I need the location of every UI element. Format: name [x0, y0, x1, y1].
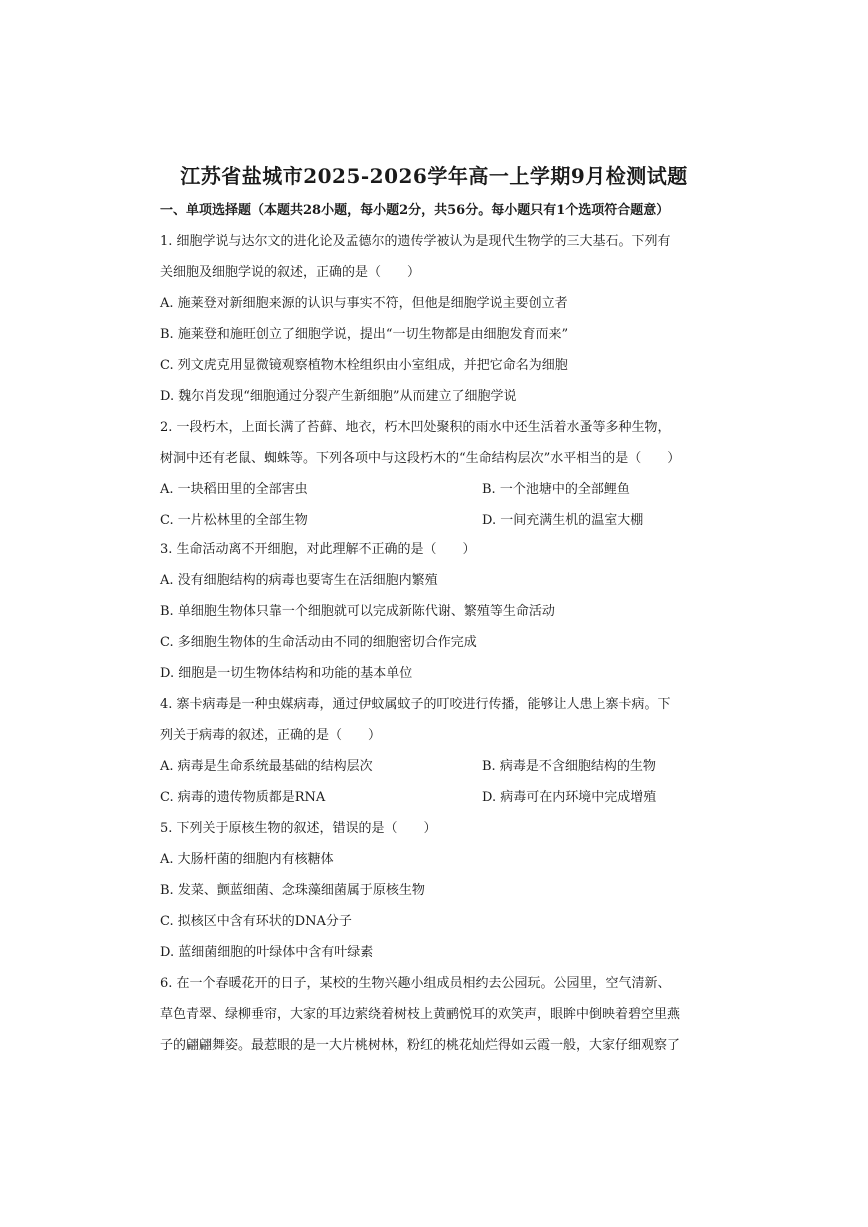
q1-option-a: A. 施莱登对新细胞来源的认识与事实不符，但他是细胞学说主要创立者 [160, 296, 568, 311]
q2-stem-line2: 树洞中还有老鼠、蜘蛛等。下列各项中与这段朽木的“生命结构层次”水平相当的是（ ） [160, 451, 681, 466]
section-heading: 一、单项选择题（本题共28小题，每小题2分，共56分。每小题只有1个选项符合题意） [160, 203, 670, 218]
q6-stem-line1: 6. 在一个春暖花开的日子，某校的生物兴趣小组成员相约去公园玩。公园里，空气清新、 [160, 976, 671, 991]
q1-stem-line1: 1. 细胞学说与达尔文的进化论及孟德尔的遗传学被认为是现代生物学的三大基石。下列有 [160, 234, 671, 249]
q4-options-row1 [160, 758, 720, 776]
q3-stem-line1: 3. 生命活动离不开细胞，对此理解不正确的是（ ） [160, 542, 476, 557]
q6-stem-line3: 子的翩翩舞姿。最惹眼的是一大片桃树林，粉红的桃花灿烂得如云霞一般，大家仔细观察了 [160, 1038, 681, 1053]
q1-stem-line2: 关细胞及细胞学说的叙述，正确的是（ ） [160, 265, 421, 280]
q1-option-b: B. 施莱登和施旺创立了细胞学说，提出“一切生物都是由细胞发育而来” [160, 327, 569, 342]
q5-option-c: C. 拟核区中含有环状的DNA分子 [160, 914, 352, 929]
q4-option-d: D. 病毒可在内环境中完成增殖 [482, 790, 657, 805]
q6-stem-line2: 草色青翠、绿柳垂帘，大家的耳边萦绕着树枝上黄鹂悦耳的欢笑声，眼眸中倒映着碧空里燕 [160, 1007, 681, 1022]
q2-options-row2 [160, 512, 720, 530]
q2-option-a: A. 一块稻田里的全部害虫 [160, 482, 308, 497]
q4-stem-line1: 4. 寨卡病毒是一种虫媒病毒，通过伊蚊属蚊子的叮咬进行传播，能够让人患上寨卡病。下 [160, 697, 671, 712]
q4-options-row2 [160, 789, 720, 807]
q1-option-d: D. 魏尔肖发现“细胞通过分裂产生新细胞”从而建立了细胞学说 [160, 389, 517, 404]
q2-option-b: B. 一个池塘中的全部鲤鱼 [482, 482, 630, 497]
q2-stem-line1: 2. 一段朽木，上面长满了苔藓、地衣，朽木凹处聚积的雨水中还生活着水蚤等多种生物， [160, 420, 671, 435]
page-title: 江苏省盐城市2025-2026学年高一上学期9月检测试题 [180, 164, 688, 188]
q1-option-c: C. 列文虎克用显微镜观察植物木栓组织由小室组成，并把它命名为细胞 [160, 358, 568, 373]
q5-option-d: D. 蓝细菌细胞的叶绿体中含有叶绿素 [160, 945, 374, 960]
q2-option-d: D. 一间充满生机的温室大棚 [482, 513, 644, 528]
q5-stem-line1: 5. 下列关于原核生物的叙述，错误的是（ ） [160, 821, 437, 836]
q3-option-b: B. 单细胞生物体只靠一个细胞就可以完成新陈代谢、繁殖等生命活动 [160, 604, 555, 619]
q4-option-b: B. 病毒是不含细胞结构的生物 [482, 759, 656, 774]
q4-stem-line2: 列关于病毒的叙述，正确的是（ ） [160, 728, 382, 743]
q2-options-row1 [160, 481, 720, 499]
q4-option-c: C. 病毒的遗传物质都是RNA [160, 790, 326, 805]
q3-option-c: C. 多细胞生物体的生命活动由不同的细胞密切合作完成 [160, 635, 477, 650]
q3-option-d: D. 细胞是一切生物体结构和功能的基本单位 [160, 666, 413, 681]
q2-option-c: C. 一片松林里的全部生物 [160, 513, 308, 528]
q5-option-b: B. 发菜、颤蓝细菌、念珠藻细菌属于原核生物 [160, 883, 425, 898]
q4-option-a: A. 病毒是生命系统最基础的结构层次 [160, 759, 373, 774]
q3-option-a: A. 没有细胞结构的病毒也要寄生在活细胞内繁殖 [160, 573, 438, 588]
q5-option-a: A. 大肠杆菌的细胞内有核糖体 [160, 852, 334, 867]
